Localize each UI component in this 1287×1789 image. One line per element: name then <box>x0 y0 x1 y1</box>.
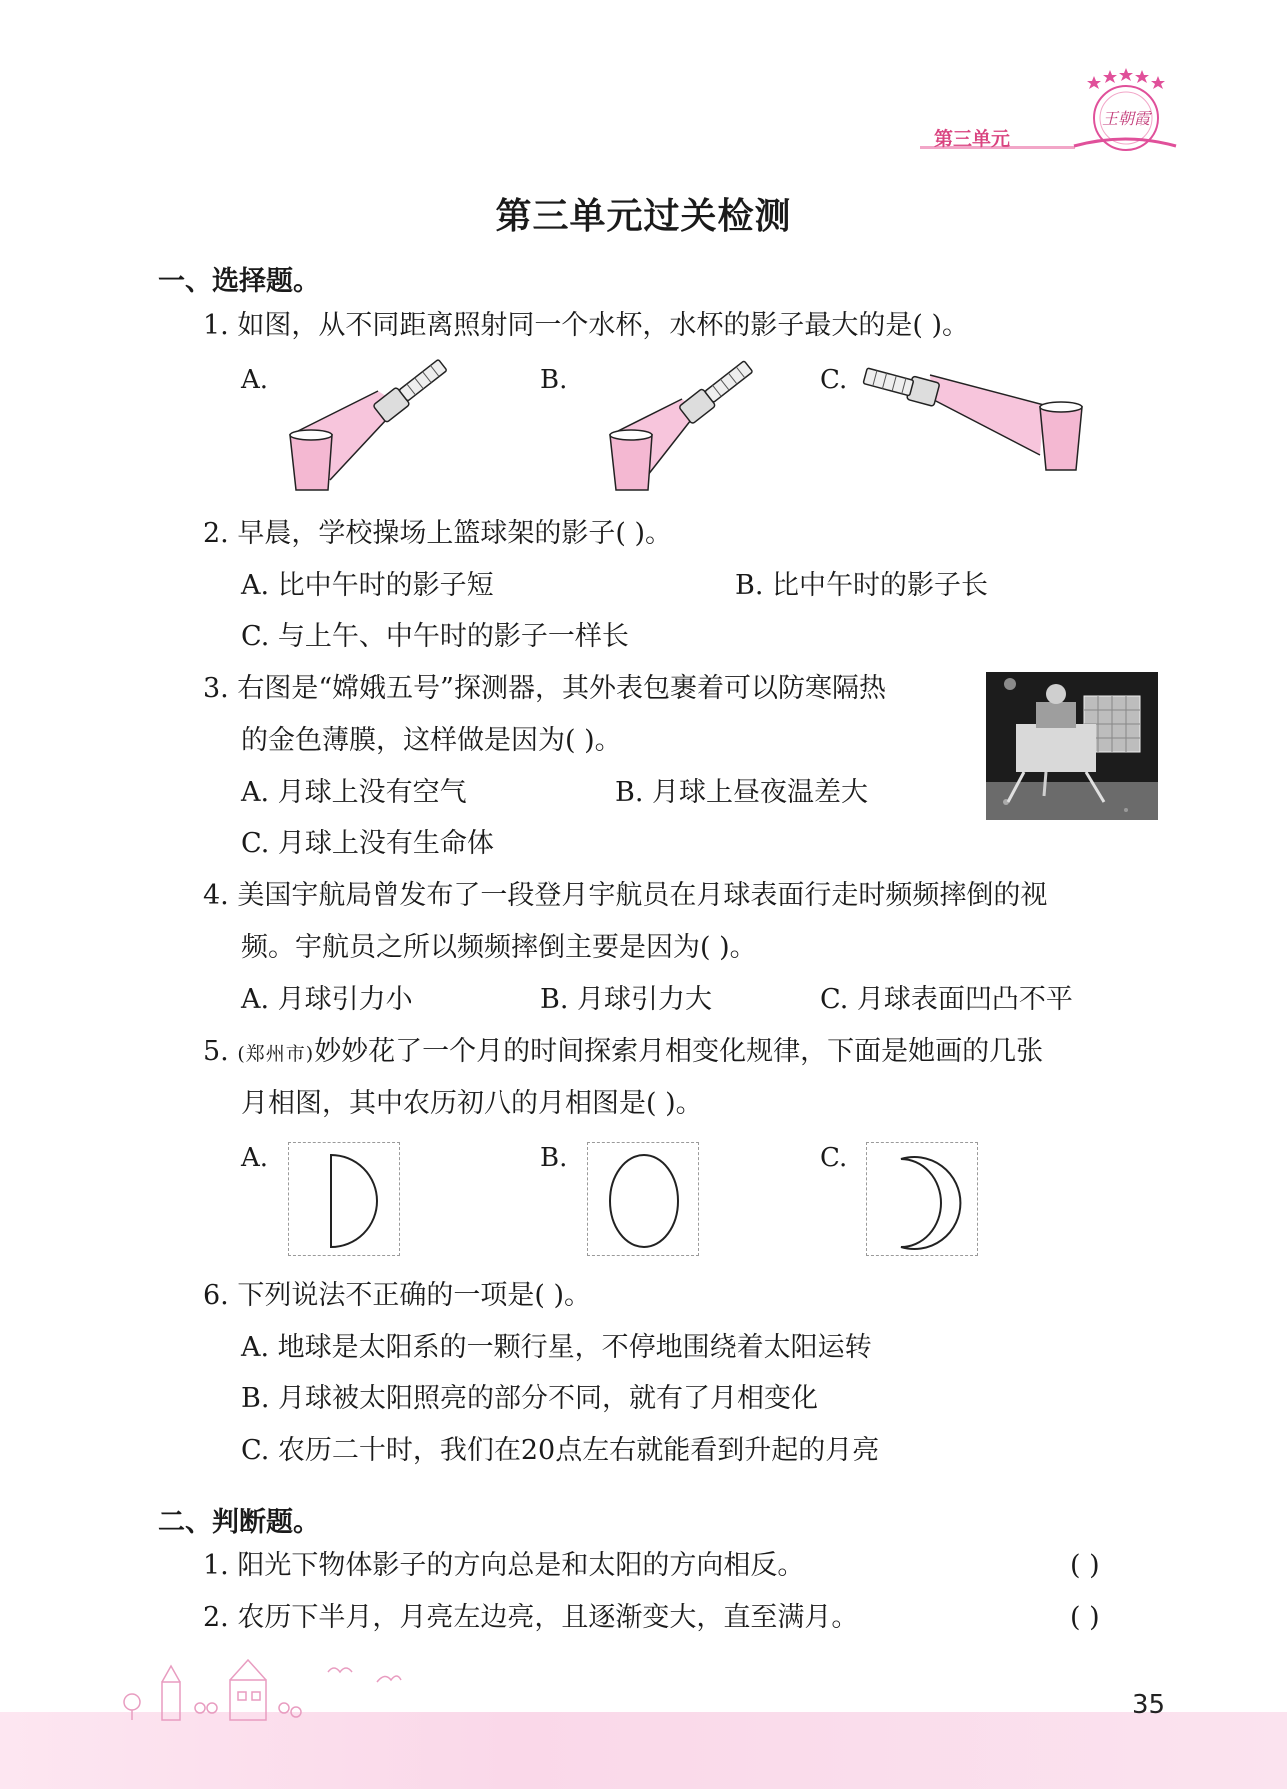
q4-option-b: B. 月球引力大 <box>540 984 713 1015</box>
judgment-item-2-answer[interactable]: ( ) <box>1070 1602 1100 1633</box>
footer-band <box>0 1712 1287 1789</box>
moon-phase-drawing-a <box>289 1143 399 1253</box>
q2-option-a: A. 比中午时的影子短 <box>241 570 494 601</box>
q4-stem-line2: 频。宇航员之所以频频摔倒主要是因为( )。 <box>241 932 757 963</box>
q5-option-a-label: A. <box>241 1143 269 1173</box>
flashlight-cup-illustration-a <box>280 355 460 495</box>
header-ribbon <box>920 128 1060 150</box>
judgment-item-2: 2. 农历下半月，月亮左边亮，且逐渐变大，直至满月。 <box>203 1602 859 1633</box>
q4-stem-line1: 4. 美国宇航局曾发布了一段登月宇航员在月球表面行走时频频摔倒的视 <box>203 880 1048 911</box>
q3-option-a: A. 月球上没有空气 <box>241 777 467 808</box>
q5-option-b-label: B. <box>540 1143 568 1173</box>
moon-phase-box-c <box>866 1142 978 1256</box>
q6-stem: 6. 下列说法不正确的一项是( )。 <box>203 1280 591 1311</box>
section-heading-judgment: 二、判断题。 <box>158 1507 320 1538</box>
q4-option-a: A. 月球引力小 <box>241 984 413 1015</box>
lunar-probe-photo <box>986 672 1158 820</box>
castle-decoration <box>118 1652 358 1722</box>
flashlight-cup-illustration-c <box>860 355 1090 495</box>
unit-label: 第三单元 <box>934 128 1011 150</box>
q1-option-a-label: A. <box>241 365 269 395</box>
q3-stem-line2: 的金色薄膜，这样做是因为( )。 <box>241 725 622 756</box>
page-number: 35 <box>1132 1690 1166 1720</box>
judgment-item-1: 1. 阳光下物体影子的方向总是和太阳的方向相反。 <box>203 1550 805 1581</box>
logo-text: 王朝霞 <box>1101 109 1151 128</box>
q6-option-b: B. 月球被太阳照亮的部分不同，就有了月相变化 <box>241 1383 819 1414</box>
q3-option-b: B. 月球上昼夜温差大 <box>615 777 869 808</box>
q5-option-c-label: C. <box>820 1143 848 1173</box>
q1-option-b-label: B. <box>540 365 568 395</box>
section-heading-choice: 一、选择题。 <box>158 266 320 297</box>
q5-source-tag: (郑州市) <box>237 1043 315 1065</box>
q2-option-c: C. 与上午、中午时的影子一样长 <box>241 621 629 652</box>
q4-option-c: C. 月球表面凹凸不平 <box>820 984 1073 1015</box>
moon-phase-box-a <box>288 1142 400 1256</box>
q3-stem-line1: 3. 右图是“嫦娥五号”探测器，其外表包裹着可以防寒隔热 <box>203 673 886 704</box>
q2-option-b: B. 比中午时的影子长 <box>735 570 989 601</box>
q5-stem-line2: 月相图，其中农历初八的月相图是( )。 <box>241 1088 703 1119</box>
moon-phase-box-b <box>587 1142 699 1256</box>
page-title: 第三单元过关检测 <box>495 196 792 237</box>
q1-option-c-label: C. <box>820 365 848 395</box>
brand-logo <box>1068 62 1180 154</box>
q5-stem-line1 <box>203 1034 1043 1072</box>
moon-phase-drawing-b <box>588 1143 698 1253</box>
judgment-item-1-answer[interactable]: ( ) <box>1070 1550 1100 1581</box>
flashlight-cup-illustration-b <box>600 355 780 495</box>
q5-number: 5. <box>203 1036 229 1067</box>
moon-phase-drawing-c <box>867 1143 977 1253</box>
bird-icon <box>374 1668 404 1690</box>
q6-option-c: C. 农历二十时，我们在20点左右就能看到升起的月亮 <box>241 1435 880 1466</box>
q3-option-c: C. 月球上没有生命体 <box>241 828 494 859</box>
q2-stem: 2. 早晨，学校操场上篮球架的影子( )。 <box>203 518 672 549</box>
q1-stem: 1. 如图，从不同距离照射同一个水杯，水杯的影子最大的是( )。 <box>203 310 969 341</box>
q6-option-a: A. 地球是太阳系的一颗行星，不停地围绕着太阳运转 <box>241 1332 872 1363</box>
q5-stem-text: 妙妙花了一个月的时间探索月相变化规律，下面是她画的几张 <box>314 1036 1044 1067</box>
